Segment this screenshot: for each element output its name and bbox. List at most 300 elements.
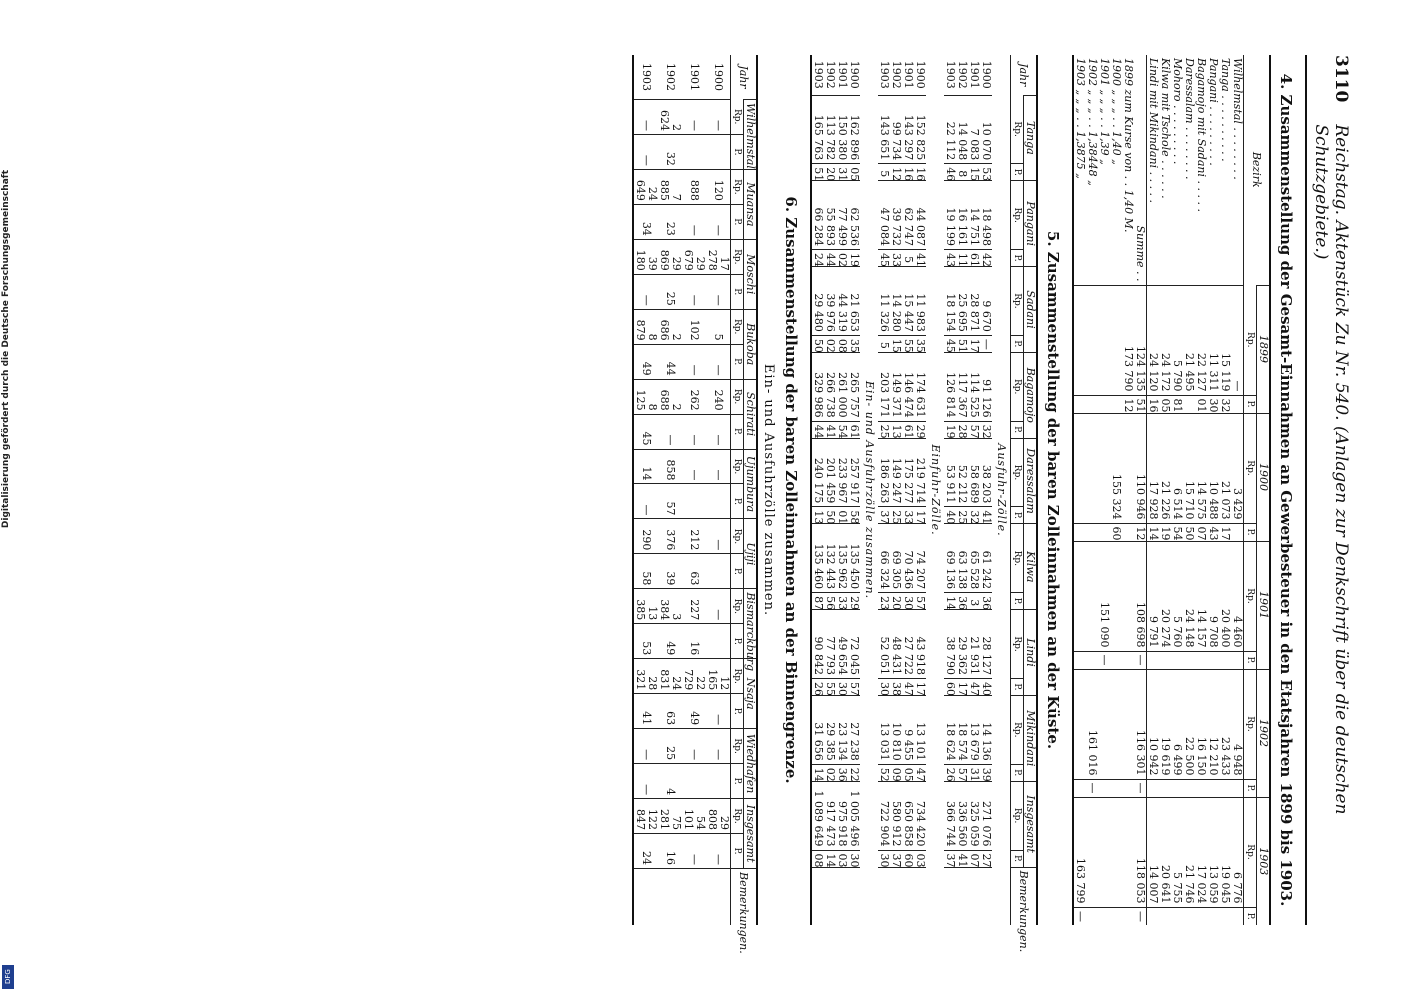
value-p: 32 xyxy=(1219,395,1231,413)
kurs-pf: 12 xyxy=(1122,395,1134,413)
unit-rp: Rp. xyxy=(1011,781,1024,850)
value-rp: 15 710 xyxy=(1183,413,1195,523)
value-p xyxy=(1231,779,1244,797)
unit-rp: Rp. xyxy=(1011,352,1024,421)
empty-cell xyxy=(1110,541,1122,651)
summe-row xyxy=(1134,55,1147,925)
empty-cell xyxy=(1098,797,1110,907)
value-rp: 38 790 xyxy=(944,610,956,679)
value-rp: 21 495 xyxy=(1183,285,1195,395)
value-p: 33 xyxy=(902,507,914,524)
value-p: 47 xyxy=(914,764,926,781)
value-rp: 149 247 xyxy=(890,438,902,507)
value-p: 26 xyxy=(944,764,956,781)
value-rp: 113 782 xyxy=(824,95,836,164)
value-rp: 3 384 xyxy=(658,589,682,624)
unit-p: P. xyxy=(731,624,744,659)
value-rp: 219 714 xyxy=(914,438,926,507)
year-cell: 1903 xyxy=(944,60,957,89)
value-rp: 14 751 xyxy=(968,181,980,250)
value-rp: 20 274 xyxy=(1159,541,1171,651)
value-p: 30 xyxy=(878,678,890,695)
value-rp: 4 948 xyxy=(1231,669,1244,779)
kuestenzoll-table xyxy=(810,55,1038,953)
value-rp: 44 087 xyxy=(914,181,926,250)
value-rp: 240 175 xyxy=(811,438,824,507)
value-p: 41 xyxy=(633,694,658,729)
value-p xyxy=(1147,907,1160,925)
value-p: — xyxy=(682,344,706,379)
empty-cell xyxy=(1086,285,1098,395)
value-rp: 13 101 xyxy=(914,695,926,764)
kurs-rate: 1,3875 „ xyxy=(1074,131,1087,179)
value-p: 19 xyxy=(1159,523,1171,541)
year-cell: 1903 xyxy=(878,60,891,89)
year-cell: 1901 xyxy=(836,60,849,89)
unit-p: P. xyxy=(731,274,744,309)
value-rp: — xyxy=(682,100,706,135)
kurs-amount: 151 090 xyxy=(1098,541,1110,651)
value-p: 17 xyxy=(968,335,980,352)
value-p: 24 xyxy=(633,834,658,869)
value-rp: 22 112 xyxy=(944,95,956,164)
table-row xyxy=(1147,55,1160,925)
value-p: 8 xyxy=(956,164,968,181)
value-rp: 7 083 xyxy=(968,95,980,164)
value-rp: 27 722 xyxy=(902,610,914,679)
value-p: 45 xyxy=(944,335,956,352)
value-p: 31 xyxy=(968,764,980,781)
value-rp: 28 321 xyxy=(633,659,658,694)
value-rp: 23 433 xyxy=(1219,669,1231,779)
value-rp: 58 689 xyxy=(968,438,980,507)
value-p: 45 xyxy=(878,250,890,267)
value-rp: 54 101 xyxy=(682,799,706,834)
value-rp: 17 928 xyxy=(1147,413,1160,523)
value-rp: 162 896 xyxy=(848,95,860,164)
value-rp: 17 278 xyxy=(706,239,731,274)
unit-rp: Rp. xyxy=(1011,267,1024,336)
value-rp: 99 734 xyxy=(890,95,902,164)
value-p xyxy=(1159,651,1171,669)
value-p: 49 xyxy=(658,624,682,659)
unit-p: P. xyxy=(731,204,744,239)
empty-cell xyxy=(1086,541,1098,651)
value-p: 23 xyxy=(878,593,890,610)
value-rp: 48 431 xyxy=(890,610,902,679)
value-p: 23 xyxy=(658,204,682,239)
value-p: — xyxy=(682,204,706,239)
summe-rp: 108 698 xyxy=(1134,541,1147,651)
year-header: 1899 xyxy=(1257,285,1271,413)
value-rp: 17 024 xyxy=(1195,797,1207,907)
value-p xyxy=(1231,395,1244,413)
empty-cell xyxy=(1098,779,1110,797)
unit-rp: Rp. xyxy=(1011,695,1024,764)
header-jahr: Jahr xyxy=(1011,55,1038,95)
year-cell: 1902 xyxy=(824,60,837,89)
value-rp: 8 125 xyxy=(633,379,658,414)
value-rp: 20 641 xyxy=(1159,797,1171,907)
header-place: Daressalam xyxy=(1024,438,1038,524)
value-p: 35 xyxy=(914,335,926,352)
unit-rp: Rp. xyxy=(731,589,744,624)
value-rp: 150 380 xyxy=(836,95,848,164)
empty-cell xyxy=(1073,523,1086,541)
unit-row xyxy=(731,55,744,925)
value-p: 25 xyxy=(878,421,890,438)
unit-rp: Rp. xyxy=(731,100,744,135)
empty-cell xyxy=(1086,907,1098,925)
value-rp: 66 324 xyxy=(878,524,890,593)
value-rp: 2 624 xyxy=(658,100,682,135)
value-p: 46 xyxy=(944,164,956,181)
value-p: 37 xyxy=(944,850,956,867)
kurs-amount: 155 324 xyxy=(1110,413,1122,523)
kurs-label xyxy=(1098,55,1110,285)
value-rp: 265 757 xyxy=(848,352,860,421)
summe-rp: 116 301 xyxy=(1134,669,1147,779)
value-rp: 72 045 xyxy=(848,610,860,679)
value-rp: 11 326 xyxy=(878,267,890,336)
value-rp: — xyxy=(682,449,706,484)
value-rp: 18 154 xyxy=(944,267,956,336)
value-p: 53 xyxy=(980,164,992,181)
table6-body xyxy=(633,55,731,925)
kurs-row xyxy=(1098,55,1110,925)
value-rp: 19 619 xyxy=(1159,669,1171,779)
bemerkung-cell xyxy=(968,867,980,925)
unit-p: P. xyxy=(1011,764,1024,781)
value-rp: 28 871 xyxy=(968,267,980,336)
value-rp: 14 136 xyxy=(980,695,992,764)
value-rp: 152 825 xyxy=(914,95,926,164)
kurs-pf: — xyxy=(1086,779,1098,797)
unit-rp: Rp. xyxy=(731,239,744,274)
table6-title: 6. Zusammenstellung der baren Zolleinnahmen an der Binnengrenze. xyxy=(782,196,800,784)
kurs-rate: 1,39 „ xyxy=(1098,131,1111,165)
value-p: 03 xyxy=(914,850,926,867)
value-p xyxy=(706,764,731,799)
value-p: 25 xyxy=(890,507,902,524)
kurs-row xyxy=(1110,55,1122,925)
value-rp: 1 089 649 xyxy=(811,781,824,850)
value-rp: 62 536 xyxy=(848,181,860,250)
value-rp: 14 048 xyxy=(956,95,968,164)
zusammen-title: Ein- und Ausfuhrzölle zusammen. xyxy=(863,380,876,600)
value-rp: 10 070 xyxy=(980,95,992,164)
summe-rp: 110 946 xyxy=(1134,413,1147,523)
unit-p: P. xyxy=(1244,395,1257,413)
value-rp: 10 942 xyxy=(1147,669,1160,779)
running-head-text: Reichstag. Aktenstück Zu Nr. 540. (Anlagen zur Denkschrift über die deutschen Schutzgebiete.) xyxy=(1311,124,1351,815)
value-rp: 233 967 xyxy=(836,438,848,507)
value-rp: 722 904 xyxy=(878,781,890,850)
table-row xyxy=(1207,55,1219,925)
value-rp: 10 488 xyxy=(1207,413,1219,523)
value-rp: 24 172 xyxy=(1159,285,1171,395)
value-p: 49 xyxy=(682,694,706,729)
bemerkung-cell xyxy=(944,867,956,925)
table-row xyxy=(902,55,914,925)
value-p: 15 xyxy=(890,335,902,352)
value-rp: 2 686 xyxy=(658,309,682,344)
value-rp: 52 051 xyxy=(878,610,890,679)
value-p: 02 xyxy=(836,250,848,267)
value-rp: 29 808 xyxy=(706,799,731,834)
einfuhr-heading xyxy=(926,55,944,925)
value-rp: 29 679 xyxy=(682,239,706,274)
value-p: 13 xyxy=(890,421,902,438)
value-rp: 9 455 xyxy=(902,695,914,764)
value-rp: 29 362 xyxy=(956,610,968,679)
value-p: — xyxy=(633,274,658,309)
table-row xyxy=(811,55,824,925)
value-p: 33 xyxy=(836,593,848,610)
year-cell: 1902 xyxy=(956,60,969,89)
empty-cell xyxy=(1122,413,1134,523)
unit-p: P. xyxy=(1011,507,1024,524)
value-rp: 16 150 xyxy=(1195,669,1207,779)
year-header: 1903 xyxy=(1257,797,1271,925)
unit-p: P. xyxy=(1011,421,1024,438)
empty-cell xyxy=(1122,779,1134,797)
value-p: — xyxy=(706,204,731,239)
value-p xyxy=(1219,907,1231,925)
bemerkung-cell xyxy=(682,869,706,926)
table-row xyxy=(956,55,968,925)
value-rp: 290 xyxy=(633,519,658,554)
value-rp: 65 528 xyxy=(968,524,980,593)
value-rp: 49 654 xyxy=(836,610,848,679)
table4-body xyxy=(1073,55,1244,925)
value-rp: 24 120 xyxy=(1147,285,1160,395)
value-p xyxy=(1159,907,1171,925)
value-p: 22 xyxy=(848,764,860,781)
unit-rp: Rp. xyxy=(731,379,744,414)
value-rp: — xyxy=(706,449,731,484)
value-p: 30 xyxy=(878,850,890,867)
bemerkung-cell xyxy=(890,867,902,925)
value-p: 17 xyxy=(914,507,926,524)
value-p xyxy=(1171,907,1183,925)
value-rp: 19 045 xyxy=(1219,797,1231,907)
kurs-row xyxy=(1073,55,1086,925)
value-rp: — xyxy=(682,729,706,764)
value-rp: 734 420 xyxy=(914,781,926,850)
year-cell: 1902 xyxy=(664,63,677,91)
value-p: 12 xyxy=(890,164,902,181)
table-row xyxy=(658,55,682,925)
value-p: 17 xyxy=(1219,523,1231,541)
bemerkung-cell xyxy=(878,867,890,925)
value-p: 20 xyxy=(824,164,836,181)
kurs-label xyxy=(1086,55,1098,285)
table-row xyxy=(914,55,926,925)
value-p xyxy=(1219,779,1231,797)
year-header: 1900 xyxy=(1257,413,1271,541)
value-rp: 132 443 xyxy=(824,524,836,593)
empty-cell xyxy=(1098,285,1110,395)
value-p: 14 xyxy=(944,593,956,610)
value-rp: 29 385 xyxy=(824,695,836,764)
table5-body xyxy=(811,55,1011,925)
empty-cell xyxy=(1073,669,1086,779)
header-place: Wiedhafen xyxy=(744,729,758,799)
value-rp: 366 744 xyxy=(944,781,956,850)
value-p xyxy=(682,764,706,799)
value-p: — xyxy=(682,274,706,309)
value-p xyxy=(1207,907,1219,925)
value-p: 19 xyxy=(848,250,860,267)
empty-cell xyxy=(1098,907,1110,925)
value-rp: — xyxy=(706,100,731,135)
value-p: 57 xyxy=(956,764,968,781)
empty-cell xyxy=(1122,669,1134,779)
value-rp: 117 367 xyxy=(956,352,968,421)
value-rp: 175 277 xyxy=(902,438,914,507)
value-rp: 75 281 xyxy=(658,799,682,834)
empty-cell xyxy=(1122,907,1134,925)
value-rp: 5 790 xyxy=(1171,285,1183,395)
header-bemerkungen: Bemerkungen. xyxy=(731,869,758,926)
table-row xyxy=(890,55,902,925)
value-p: 43 xyxy=(944,250,956,267)
empty-cell xyxy=(1098,669,1110,779)
value-p: 29 xyxy=(848,593,860,610)
value-rp: 186 263 xyxy=(878,438,890,507)
bemerkung-cell xyxy=(811,867,824,925)
value-rp: 135 962 xyxy=(836,524,848,593)
value-p: 13 xyxy=(811,507,824,524)
value-p: 19 xyxy=(944,421,956,438)
value-rp: 18 574 xyxy=(956,695,968,764)
value-rp: 38 203 xyxy=(980,438,992,507)
value-p xyxy=(1219,651,1231,669)
value-p xyxy=(706,484,731,519)
value-rp: 62 747 xyxy=(902,181,914,250)
value-p: 55 xyxy=(824,678,836,695)
value-p: 45 xyxy=(633,414,658,449)
kurs-year-text: 1899 zum Kurse von . . xyxy=(1122,58,1135,187)
value-p: — xyxy=(706,344,731,379)
unit-p: P. xyxy=(731,554,744,589)
unit-p: P. xyxy=(1011,850,1024,867)
bemerkung-cell xyxy=(824,867,836,925)
value-rp: 69 136 xyxy=(944,524,956,593)
value-rp: 13 385 xyxy=(633,589,658,624)
header-place: Nsaja xyxy=(744,659,758,729)
value-p: 08 xyxy=(836,335,848,352)
value-rp: 165 763 xyxy=(811,95,824,164)
value-rp: 7 885 xyxy=(658,169,682,204)
value-p: 32 xyxy=(968,507,980,524)
value-p: 35 xyxy=(848,335,860,352)
bezirk-header: Bezirk xyxy=(1244,55,1271,285)
value-p xyxy=(706,134,731,169)
value-p: 11 xyxy=(956,250,968,267)
summe-rp: 124 135 xyxy=(1134,285,1147,395)
value-p: — xyxy=(658,414,682,449)
kurs-rate: 1,40 M. xyxy=(1122,189,1135,233)
value-p: — xyxy=(682,834,706,869)
table6-head xyxy=(731,55,758,954)
value-rp: 13 059 xyxy=(1207,797,1219,907)
empty-cell xyxy=(1086,797,1098,907)
value-rp: 21 226 xyxy=(1159,413,1171,523)
unit-rp: Rp. xyxy=(731,169,744,204)
value-rp: 13 679 xyxy=(968,695,980,764)
unit-rp: Rp. xyxy=(1011,95,1024,164)
value-rp: 14 157 xyxy=(1195,541,1207,651)
value-p xyxy=(1231,523,1244,541)
empty-cell xyxy=(1110,907,1122,925)
value-p: 43 xyxy=(1207,523,1219,541)
value-rp: 29 869 xyxy=(658,239,682,274)
empty-cell xyxy=(1086,395,1098,413)
value-p xyxy=(1231,651,1244,669)
value-p: 44 xyxy=(824,250,836,267)
value-p: 53 xyxy=(633,624,658,659)
unit-rp: Rp. xyxy=(1244,541,1257,651)
empty-cell xyxy=(1086,413,1098,523)
value-rp: 24 649 xyxy=(633,169,658,204)
value-p: 05 xyxy=(902,764,914,781)
value-rp: 6 776 xyxy=(1231,797,1244,907)
unit-p: P. xyxy=(1011,678,1024,695)
value-p: 55 xyxy=(902,335,914,352)
table4-title: 4. Zusammenstellung der Gesamt-Einnahmen an Gewerbesteuer in den Etatsjahren 1899 bis 1903. xyxy=(1277,73,1295,907)
value-p: 51 xyxy=(811,164,824,181)
table-row xyxy=(706,55,731,925)
header-row xyxy=(744,55,758,925)
table-row xyxy=(824,55,836,925)
table5-title: 5. Zusammenstellung der baren Zolleinnahmen an der Küste. xyxy=(1044,230,1062,750)
ausfuhr-title: Ausfuhr-Zölle. xyxy=(995,443,1008,537)
header-place: Bukoba xyxy=(744,309,758,379)
kurs-year-text: 1901 „ „ „ . . xyxy=(1098,58,1111,128)
value-p xyxy=(1147,779,1160,797)
unit-rp: Rp. xyxy=(731,519,744,554)
unit-row xyxy=(1011,55,1024,925)
value-p: 50 xyxy=(1183,523,1195,541)
value-p: 32 xyxy=(658,134,682,169)
header-place: Bagamojo xyxy=(1024,352,1038,438)
summe-p: 12 xyxy=(1134,523,1147,541)
value-rp: 227 xyxy=(682,589,706,624)
summe-p: — xyxy=(1134,907,1147,925)
value-rp: — xyxy=(706,519,731,554)
unit-rp: Rp. xyxy=(1244,285,1257,395)
value-rp: 20 400 xyxy=(1219,541,1231,651)
value-rp: 4 460 xyxy=(1231,541,1244,651)
value-p: 16 xyxy=(914,164,926,181)
value-rp: 212 xyxy=(682,519,706,554)
year-header: 1901 xyxy=(1257,541,1271,669)
table6-subtitle: Ein- und Ausfuhrzölle zusammen. xyxy=(761,363,776,617)
value-p: 17 xyxy=(914,678,926,695)
value-p: 41 xyxy=(824,421,836,438)
value-p: 26 xyxy=(811,678,824,695)
value-p: 50 xyxy=(824,507,836,524)
value-p: 36 xyxy=(956,593,968,610)
value-p: 30 xyxy=(1207,395,1219,413)
value-p: — xyxy=(633,134,658,169)
value-p: 3 xyxy=(968,593,980,610)
kurs-label xyxy=(1122,55,1134,285)
value-rp: 22 500 xyxy=(1183,669,1195,779)
unit-p: P. xyxy=(1244,779,1257,797)
